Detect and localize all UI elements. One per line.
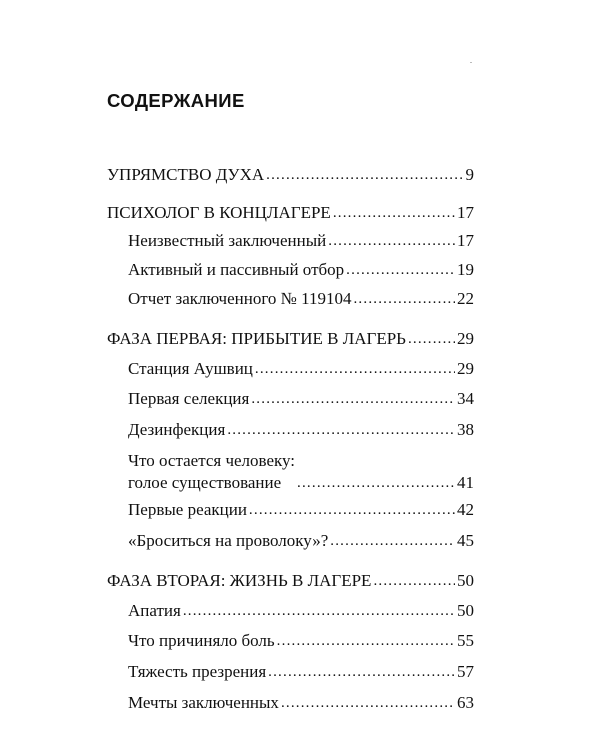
leader-dots bbox=[277, 630, 455, 652]
toc-entry-page: 42 bbox=[457, 500, 474, 519]
toc-entry-title: Станция Аушвиц bbox=[128, 359, 253, 378]
toc-entry-page: 63 bbox=[457, 693, 474, 712]
toc-entry-page: 55 bbox=[457, 631, 474, 650]
toc-subentry[interactable] bbox=[128, 450, 474, 494]
leader-dots bbox=[297, 472, 455, 494]
toc-entry-title: ПСИХОЛОГ В КОНЦЛАГЕРЕ bbox=[107, 203, 331, 222]
toc-entry-page: 29 bbox=[457, 359, 474, 378]
toc-subentry[interactable] bbox=[128, 692, 474, 714]
toc-entry-page: 45 bbox=[457, 531, 474, 550]
toc-subentry[interactable] bbox=[128, 388, 474, 410]
toc-entry-page: 17 bbox=[457, 203, 474, 222]
toc-entry-title: Апатия bbox=[128, 601, 181, 620]
leader-dots bbox=[373, 570, 455, 592]
toc-entry-page: 50 bbox=[457, 571, 474, 590]
toc-entry-page: 41 bbox=[457, 473, 474, 492]
toc-entry-page: 17 bbox=[457, 231, 474, 250]
toc-subentry[interactable] bbox=[128, 419, 474, 441]
toc-entry-page: 22 bbox=[457, 289, 474, 308]
toc-entry-page: 38 bbox=[457, 420, 474, 439]
toc-entry-title: Что причиняло боль bbox=[128, 631, 275, 650]
leader-dots bbox=[251, 388, 455, 410]
toc-entry[interactable] bbox=[107, 202, 474, 224]
toc-entry-title: Первая селекция bbox=[128, 389, 250, 408]
leader-dots bbox=[255, 358, 455, 380]
leader-dots bbox=[266, 164, 463, 186]
toc-entry[interactable] bbox=[107, 570, 474, 592]
toc-heading: СОДЕРЖАНИЕ bbox=[107, 90, 245, 111]
toc-entry-title-line1: Что остается человеку: bbox=[128, 451, 296, 470]
toc-subentry[interactable] bbox=[128, 530, 474, 552]
toc-subentry[interactable] bbox=[128, 358, 474, 380]
leader-dots bbox=[346, 259, 455, 281]
leader-dots bbox=[330, 530, 455, 552]
leader-dots bbox=[333, 202, 455, 224]
leader-dots bbox=[227, 419, 455, 441]
toc-subentry[interactable] bbox=[128, 230, 474, 252]
toc-subentry[interactable] bbox=[128, 288, 474, 310]
toc-entry-page: 50 bbox=[457, 601, 474, 620]
leader-dots bbox=[249, 499, 455, 521]
toc-entry-title: УПРЯМСТВО ДУХА bbox=[107, 165, 265, 184]
toc-entry[interactable] bbox=[107, 164, 474, 186]
toc-entry-title: Отчет заключенного № 119104 bbox=[128, 289, 352, 308]
toc-entry-title: Тяжесть презрения bbox=[128, 662, 267, 681]
toc-entry-title: «Броситься на проволоку»? bbox=[128, 531, 329, 550]
toc-entry-page: 9 bbox=[465, 165, 474, 184]
toc-subentry[interactable] bbox=[128, 600, 474, 622]
toc-entry-page: 57 bbox=[457, 662, 474, 681]
toc-subentry[interactable] bbox=[128, 499, 474, 521]
toc-entry-page: 34 bbox=[457, 389, 474, 408]
toc-subentry[interactable] bbox=[128, 661, 474, 683]
toc-entry-title: Дезинфекция bbox=[128, 420, 226, 439]
toc-entry-title: Неизвестный заключенный bbox=[128, 231, 327, 250]
toc-entry[interactable] bbox=[107, 328, 474, 350]
leader-dots bbox=[268, 661, 455, 683]
leader-dots bbox=[183, 600, 455, 622]
page-mark bbox=[470, 62, 472, 63]
toc-entry-title: Активный и пассивный отбор bbox=[128, 260, 345, 279]
toc-entry-title bbox=[128, 450, 295, 494]
toc-entry-title: ФАЗА ВТОРАЯ: ЖИЗНЬ В ЛАГЕРЕ bbox=[107, 571, 372, 590]
toc-entry-title: ФАЗА ПЕРВАЯ: ПРИБЫТИЕ В ЛАГЕРЬ bbox=[107, 329, 406, 348]
toc-subentry[interactable] bbox=[128, 630, 474, 652]
leader-dots bbox=[281, 692, 455, 714]
leader-dots bbox=[408, 328, 455, 350]
toc-entry-title: Первые реакции bbox=[128, 500, 247, 519]
toc-entry-page: 29 bbox=[457, 329, 474, 348]
toc-entry-title-line2: голое существование bbox=[128, 473, 282, 492]
toc-subentry[interactable] bbox=[128, 259, 474, 281]
leader-dots bbox=[353, 288, 455, 310]
leader-dots bbox=[328, 230, 455, 252]
toc-entry-page: 19 bbox=[457, 260, 474, 279]
toc-entry-title: Мечты заключенных bbox=[128, 693, 279, 712]
